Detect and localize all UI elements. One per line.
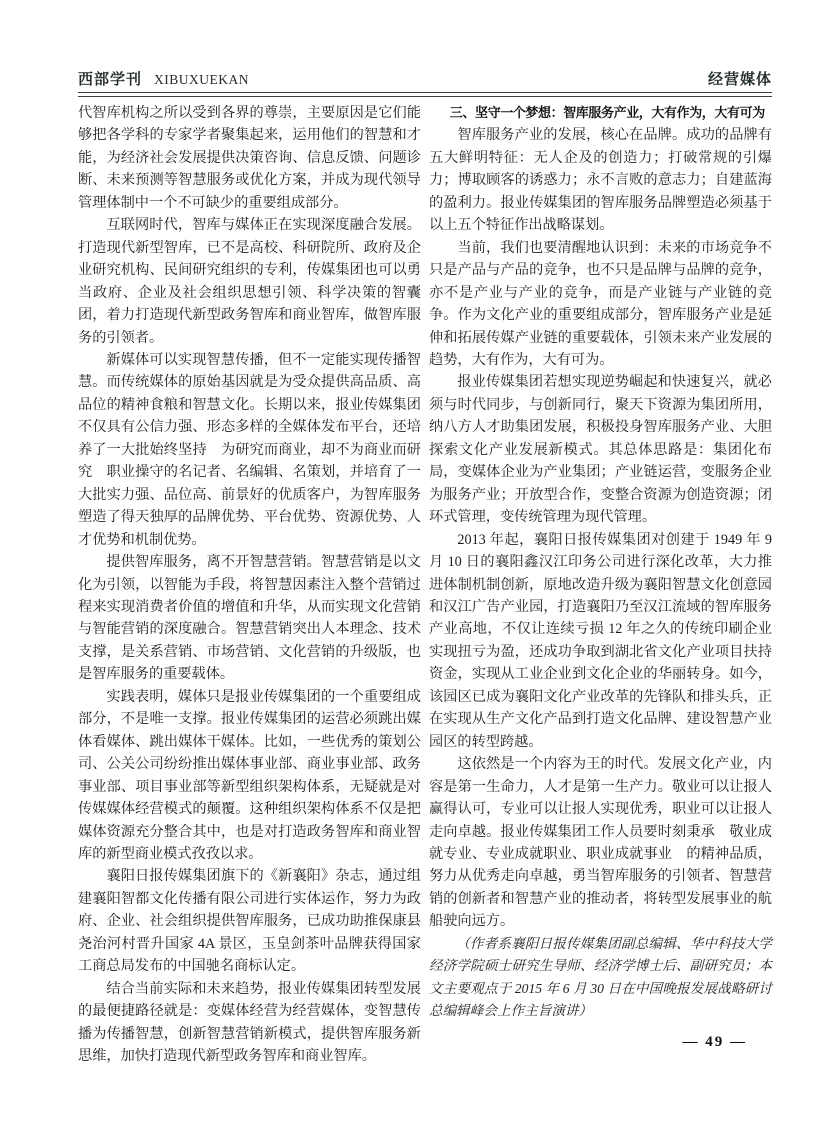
section-label: 经营媒体 [707, 72, 772, 88]
paragraph: 提供智库服务，离不开智慧营销。智慧营销是以文化为引领，以智能为手段，将智慧因素注入整个营销过程来实现消费者价值的增值和升华，从而实现文化营销与智能营销的深度融合。智慧营销突出人本理念、技术支撑，是关系营销、市场营销、文化营销的升级版，也是智库服务的重要载体。 [78, 554, 421, 683]
paragraph: 报业传媒集团若想实现逆势崛起和快速复兴，就必须与时代同步，与创新同行，聚天下资源为集团所用，纳八方人才助集团发展，积极投身智库服务产业、大胆探索文化产业发展新模式。其总体思路是：集团化布局，变媒体企业为产业集团；产业链运营，变服务企业为服务产业；开放型合作，变整合资源为创造资源；闭环式管理，变传统管理为现代管理。 [429, 374, 772, 526]
section-heading: 三、坚守一个梦想：智库服务产业，大有作为，大有可为 [449, 105, 765, 120]
paragraph: 结合当前实际和未来趋势，报业传媒集团转型发展的最便捷路径就是：变媒体经营为经营媒体，变智慧传播为传播智慧，创新智慧营销新模式，提供智库服务新思维，加快打造现代新型政务智库和商业智库。 [78, 980, 421, 1065]
journal-pinyin: XIBUXUEKAN [154, 72, 250, 87]
paragraph: 这依然是一个内容为王的时代。发展文化产业，内容是第一生命力，人才是第一生产力。敬业可以让报人赢得认可，专业可以让报人实现优秀，职业可以让报人走向卓越。报业传媒集团工作人员要时刻秉承 敬业成就专业、专业成就职业、职业成就事业 的精神品质，努力从优秀走向卓越，勇当智库服务的引领者、智慧营销的创新者和智慧产业的推动者，将转型发展事业的航船驶向远方。 [429, 756, 772, 930]
right-column [429, 102, 772, 1067]
paragraph: 互联网时代，智库与媒体正在实现深度融合发展。打造现代新型智库，已不是高校、科研院所、政府及企业研究机构、民间研究组织的专利，传媒集团也可以勇当政府、企业及社会组织思想引领、科学决策的智囊团，着力打造现代新型政务智库和商业智库，做智库服务的引领者。 [78, 217, 421, 346]
article-body [78, 102, 772, 1067]
paragraph: 实践表明，媒体只是报业传媒集团的一个重要组成部分，不是唯一支撑。报业传媒集团的运营必须跳出媒体看媒体、跳出媒体干媒体。比如，一些优秀的策划公司、公关公司纷纷推出媒体事业部、商业事业部、政务事业部、项目事业部等新型组织架构体系，无疑就是对传媒媒体经营模式的颠覆。这种组织架构体系不仅是把媒体资源充分整合其中，也是对打造政务智库和商业智库的新型商业模式孜孜以求。 [78, 688, 421, 862]
header-double-rule [78, 92, 772, 97]
paragraph: 新媒体可以实现智慧传播，但不一定能实现传播智慧。而传统媒体的原始基因就是为受众提供高品质、高品位的精神食粮和智慧文化。长期以来，报业传媒集团不仅具有公信力强、形态多样的全媒体发布平台，还培养了一大批始终坚持 为研究而商业，却不为商业而研究 职业操守的名记者、名编辑、名策划，并培育了一大批实力强、品位高、前景好的优质客户，为智库服务塑造了得天独厚的品牌优势、平台优势、资源优势、人才优势和机制优势。 [78, 351, 421, 548]
page-number: — 49 — [682, 1034, 747, 1050]
paragraph: 代智库机构之所以受到各界的尊崇，主要原因是它们能够把各学科的专家学者聚集起来，运用他们的智慧和才能，为经济社会发展提供决策咨询、信息反馈、问题诊断、未来预测等智慧服务或优化方案，并成为现代领导管理体制中一个不可缺少的重要组成部分。 [78, 105, 421, 211]
author-note: （作者系襄阳日报传媒集团副总编辑、华中科技大学经济学院硕士研究生导师、经济学博士后、副研究员；本文主要观点于 2015 年 6 月 30 日在中国晚报发展战略研讨总编辑峰会上作主旨演讲） [429, 935, 772, 1019]
journal-title-block [78, 68, 249, 89]
journal-name: 西部学刊 [78, 72, 143, 88]
page-header [78, 68, 772, 89]
paragraph: 智库服务产业的发展，核心在品牌。成功的品牌有五大鲜明特征：无人企及的创造力；打破常规的引爆力；博取顾客的诱惑力；永不言败的意志力；自建蓝海的盈利力。报业传媒集团的智库服务品牌塑造必须基于以上五个特征作出战略谋划。 [429, 127, 772, 234]
paragraph: 2013 年起，襄阳日报传媒集团对创建于 1949 年 9 月 10 日的襄阳鑫汉江印务公司进行深化改革，大力推进体制机制创新，原地改造升级为襄阳智慧文化创意园和汉江广告产业园，打造襄阳乃至汉江流域的智库服务产业高地，不仅让连续亏损 12 年之久的传统印刷企业实现扭亏为盈，还成功争取到湖北省文化产业项目扶持资金，实现从工业企业到文化企业的华丽转身。如今，该园区已成为襄阳文化产业改革的先锋队和排头兵，正在实现从生产文化产品到打造文化品牌、建设智慧产业园区的转型跨越。 [429, 531, 772, 750]
left-column [78, 102, 421, 1067]
paragraph: 当前，我们也要清醒地认识到：未来的市场竞争不只是产品与产品的竞争，也不只是品牌与品牌的竞争，亦不是产业与产业的竞争，而是产业链与产业链的竞争。作为文化产业的重要组成部分，智库服务产业是延伸和拓展传媒产业链的重要载体，引领未来产业发展的趋势，大有作为，大有可为。 [429, 239, 772, 368]
paragraph: 襄阳日报传媒集团旗下的《新襄阳》杂志，通过组建襄阳智都文化传播有限公司进行实体运作，努力为政府、企业、社会组织提供智库服务，已成功助推保康县尧治河村晋升国家 4A 景区，玉皇剑茶叶品牌获得国家工商总局发布的中国驰名商标认定。 [78, 868, 421, 975]
